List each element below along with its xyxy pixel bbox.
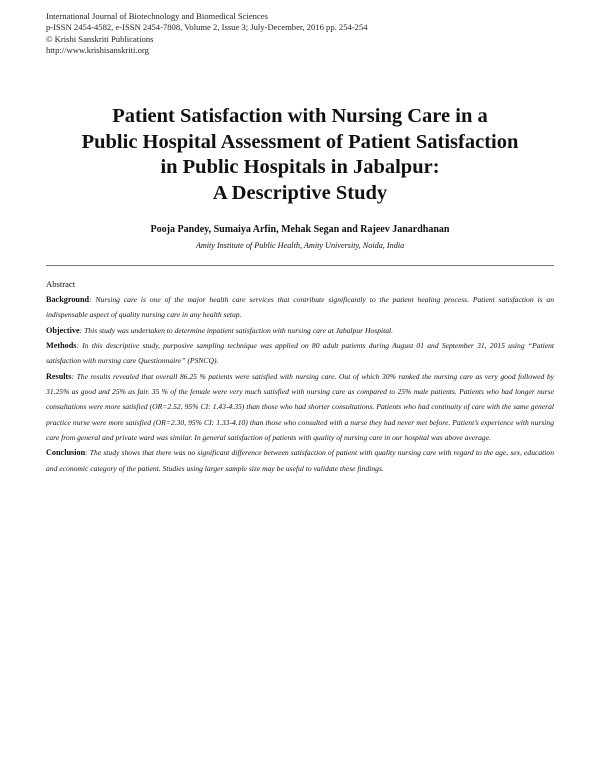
affiliation: Amity Institute of Public Health, Amity University, Noida, India xyxy=(195,241,405,250)
publisher-line: © Krishi Sanskriti Publications xyxy=(46,33,154,44)
results-label: Results xyxy=(46,371,72,381)
methods-label: Methods xyxy=(46,341,77,351)
abstract-heading: Abstract xyxy=(46,279,76,289)
conclusion-text: : The study shows that there was no significant difference between satisfaction of patient with quality nursing care with regard to the age, sex, education and economic category of the patient. Studies using larger sample size may be useful to validate these findings. xyxy=(46,448,554,473)
methods-paragraph xyxy=(46,338,554,369)
title-line: Public Hospital Assessment of Patient Satisfaction xyxy=(81,130,519,153)
title-line: A Descriptive Study xyxy=(212,181,388,204)
title-line: Patient Satisfaction with Nursing Care in a xyxy=(112,105,488,127)
journal-name: International Journal of Biotechnology and Biomedical Sciences xyxy=(46,11,268,21)
objective-text: : This study was undertaken to determine inpatient satisfaction with nursing care at Jabalpur Hospital. xyxy=(79,325,394,335)
results-text: : The results revealed that overall 86.25 % patients were satisfied with nursing care. Out of which 30% ranked the nursing care as very good followed by 31.25% as good and 25% as fair. 35 % of the female were very much satisfied with nursing care as compared to 25% male patients. Patients who had longer nurse consultations were more satisfied (OR=2.52, 95% CI: 1.43-4.35) than those who had shorter consultations. Patients who had continuity of care with the same general practice nurse were more satisfied (OR=2.30, 95% CI: 1.33-4.10) than those who consulted with a nurse they had never met before. Patient’s experience with nursing care from general and private ward was similar. In general satisfaction of patients with quality of nursing care in our hospital was above average. xyxy=(46,371,554,443)
background-paragraph xyxy=(46,292,554,323)
objective-paragraph xyxy=(46,323,554,338)
background-label: Background xyxy=(46,295,90,304)
abstract-body xyxy=(46,292,554,476)
author-list: Pooja Pandey, Sumaiya Arfin, Mehak Segan and Rajeev Janardhanan xyxy=(150,224,450,235)
journal-url: http://www.krishisanskriti.org xyxy=(46,45,149,56)
conclusion-paragraph xyxy=(46,445,554,476)
methods-text: : In this descriptive study, purposive sampling technique was applied on 80 adult patients during August 01 and September 31, 2015 using “Patient satisfaction with nursing care Questionnaire” (PSNCQ). xyxy=(46,341,554,366)
divider xyxy=(46,265,554,266)
paper-title xyxy=(30,104,570,206)
conclusion-label: Conclusion xyxy=(46,448,86,458)
results-paragraph xyxy=(46,369,554,446)
issn-line: p-ISSN 2454-4582, e-ISSN 2454-7808, Volume 2, Issue 3; July-December, 2016 pp. 254-254 xyxy=(46,22,368,33)
title-line: in Public Hospitals in Jabalpur: xyxy=(160,156,440,178)
background-text: : Nursing care is one of the major health care services that contribute significantly to the patient healing process. Patient satisfaction is an indispensable aspect of quality nursing care in any health setup. xyxy=(46,295,554,320)
objective-label: Objective xyxy=(46,325,80,335)
journal-header xyxy=(46,11,368,57)
